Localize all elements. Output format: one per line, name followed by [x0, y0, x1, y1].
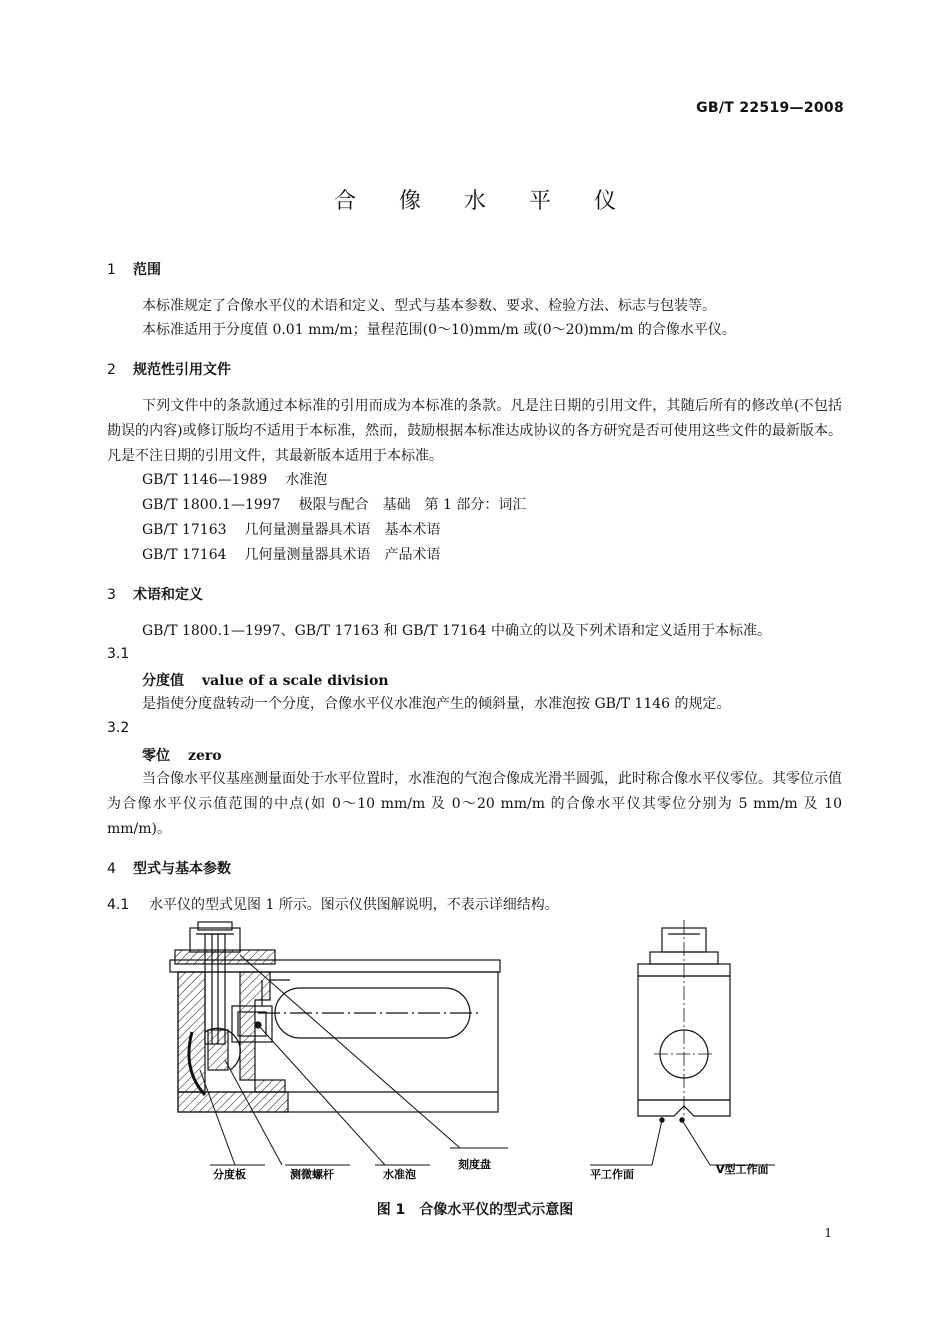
side-leaders	[590, 1118, 775, 1165]
term-chinese: 分度值	[142, 673, 184, 689]
section-title: 术语和定义	[133, 587, 203, 603]
reference-name: 几何量测量器具术语 基本术语	[244, 522, 441, 538]
clause-text: 水平仪的型式见图 1 所示。图示仪供图解说明，不表示详细结构。	[149, 897, 559, 913]
label-bubble-vial: 水准泡	[383, 1168, 416, 1181]
normative-intro: 下列文件中的条款通过本标准的引用而成为本标准的条款。凡是注日期的引用文件，其随后所有的修改单(不包括勘误的内容)或修订版均不适用于本标准，然而，鼓励根据本标准达成协议的各方研究是否可使用这些文件的最新版本。凡是不注日期的引用文件，其最新版本适用于本标准。	[107, 398, 842, 464]
term-english: zero	[188, 748, 222, 764]
label-micrometer-screw: 测微螺杆	[290, 1168, 334, 1181]
section-4-heading	[107, 858, 231, 878]
side-view	[638, 920, 730, 1120]
term-definition: 是指使分度盘转动一个分度，合像水平仪水准泡产生的倾斜量，水准泡按 GB/T 1146 的规定。	[142, 696, 731, 712]
term-entry	[142, 745, 222, 765]
term-definition: 当合像水平仪基座测量面处于水平位置时，水准泡的气泡合像成光滑半圆弧，此时称合像水平仪零位。其零位示值为合像水平仪示值范围的中点(如 0～10 mm/m 及 0～20 mm/m 的合像水平仪其零位分别为 5 mm/m 及 10 mm/m)。	[107, 771, 842, 837]
label-v-surface: V型工作面	[716, 1163, 769, 1176]
section-number: 1	[107, 262, 116, 278]
label-dial: 刻度盘	[458, 1158, 491, 1171]
clause-number: 3.1	[107, 646, 130, 662]
standard-number: GB/T 22519—2008	[696, 100, 844, 116]
reference-name: 水准泡	[285, 472, 328, 488]
reference-name: 极限与配合 基础 第 1 部分：词汇	[298, 497, 527, 513]
term-chinese: 零位	[142, 748, 170, 764]
label-scale-plate: 分度板	[213, 1168, 246, 1181]
section-number: 4	[107, 861, 116, 877]
figure-level-diagram	[0, 920, 950, 1195]
section-number: 2	[107, 362, 116, 378]
term-english: value of a scale division	[202, 673, 389, 689]
label-flat-surface: 平工作面	[590, 1168, 634, 1181]
reference-item	[142, 543, 441, 568]
section-1-heading	[107, 259, 161, 279]
figure-caption: 图 1 合像水平仪的型式示意图	[376, 1202, 574, 1218]
terms-intro: GB/T 1800.1—1997、GB/T 17163 和 GB/T 17164 中确立的以及下列术语和定义适用于本标准。	[142, 623, 771, 639]
reference-code: GB/T 1800.1—1997	[142, 497, 281, 513]
section-2-heading	[107, 359, 231, 379]
clause-number: 3.2	[107, 720, 130, 736]
reference-item	[142, 518, 441, 543]
reference-item	[142, 493, 526, 518]
front-section-view	[170, 922, 500, 1112]
document-title: 合 像 水 平 仪	[334, 189, 634, 214]
reference-item	[142, 468, 327, 493]
section-3-heading	[107, 584, 203, 604]
clause-number: 4.1	[107, 897, 130, 913]
reference-code: GB/T 1146—1989	[142, 472, 268, 488]
scope-paragraph-1: 本标准规定了合像水平仪的术语和定义、型式与基本参数、要求、检验方法、标志与包装等。	[142, 298, 716, 314]
reference-name: 几何量测量器具术语 产品术语	[244, 547, 441, 563]
section-title: 型式与基本参数	[133, 861, 231, 877]
clause-4-1	[107, 893, 842, 918]
term-entry	[142, 670, 389, 690]
section-title: 规范性引用文件	[133, 362, 231, 378]
reference-code: GB/T 17164	[142, 547, 227, 563]
scope-paragraph-2: 本标准适用于分度值 0.01 mm/m；量程范围(0～10)mm/m 或(0～20)mm/m 的合像水平仪。	[142, 322, 736, 338]
section-title: 范围	[133, 262, 161, 278]
section-number: 3	[107, 587, 116, 603]
page-number: 1	[824, 1226, 832, 1240]
reference-code: GB/T 17163	[142, 522, 227, 538]
